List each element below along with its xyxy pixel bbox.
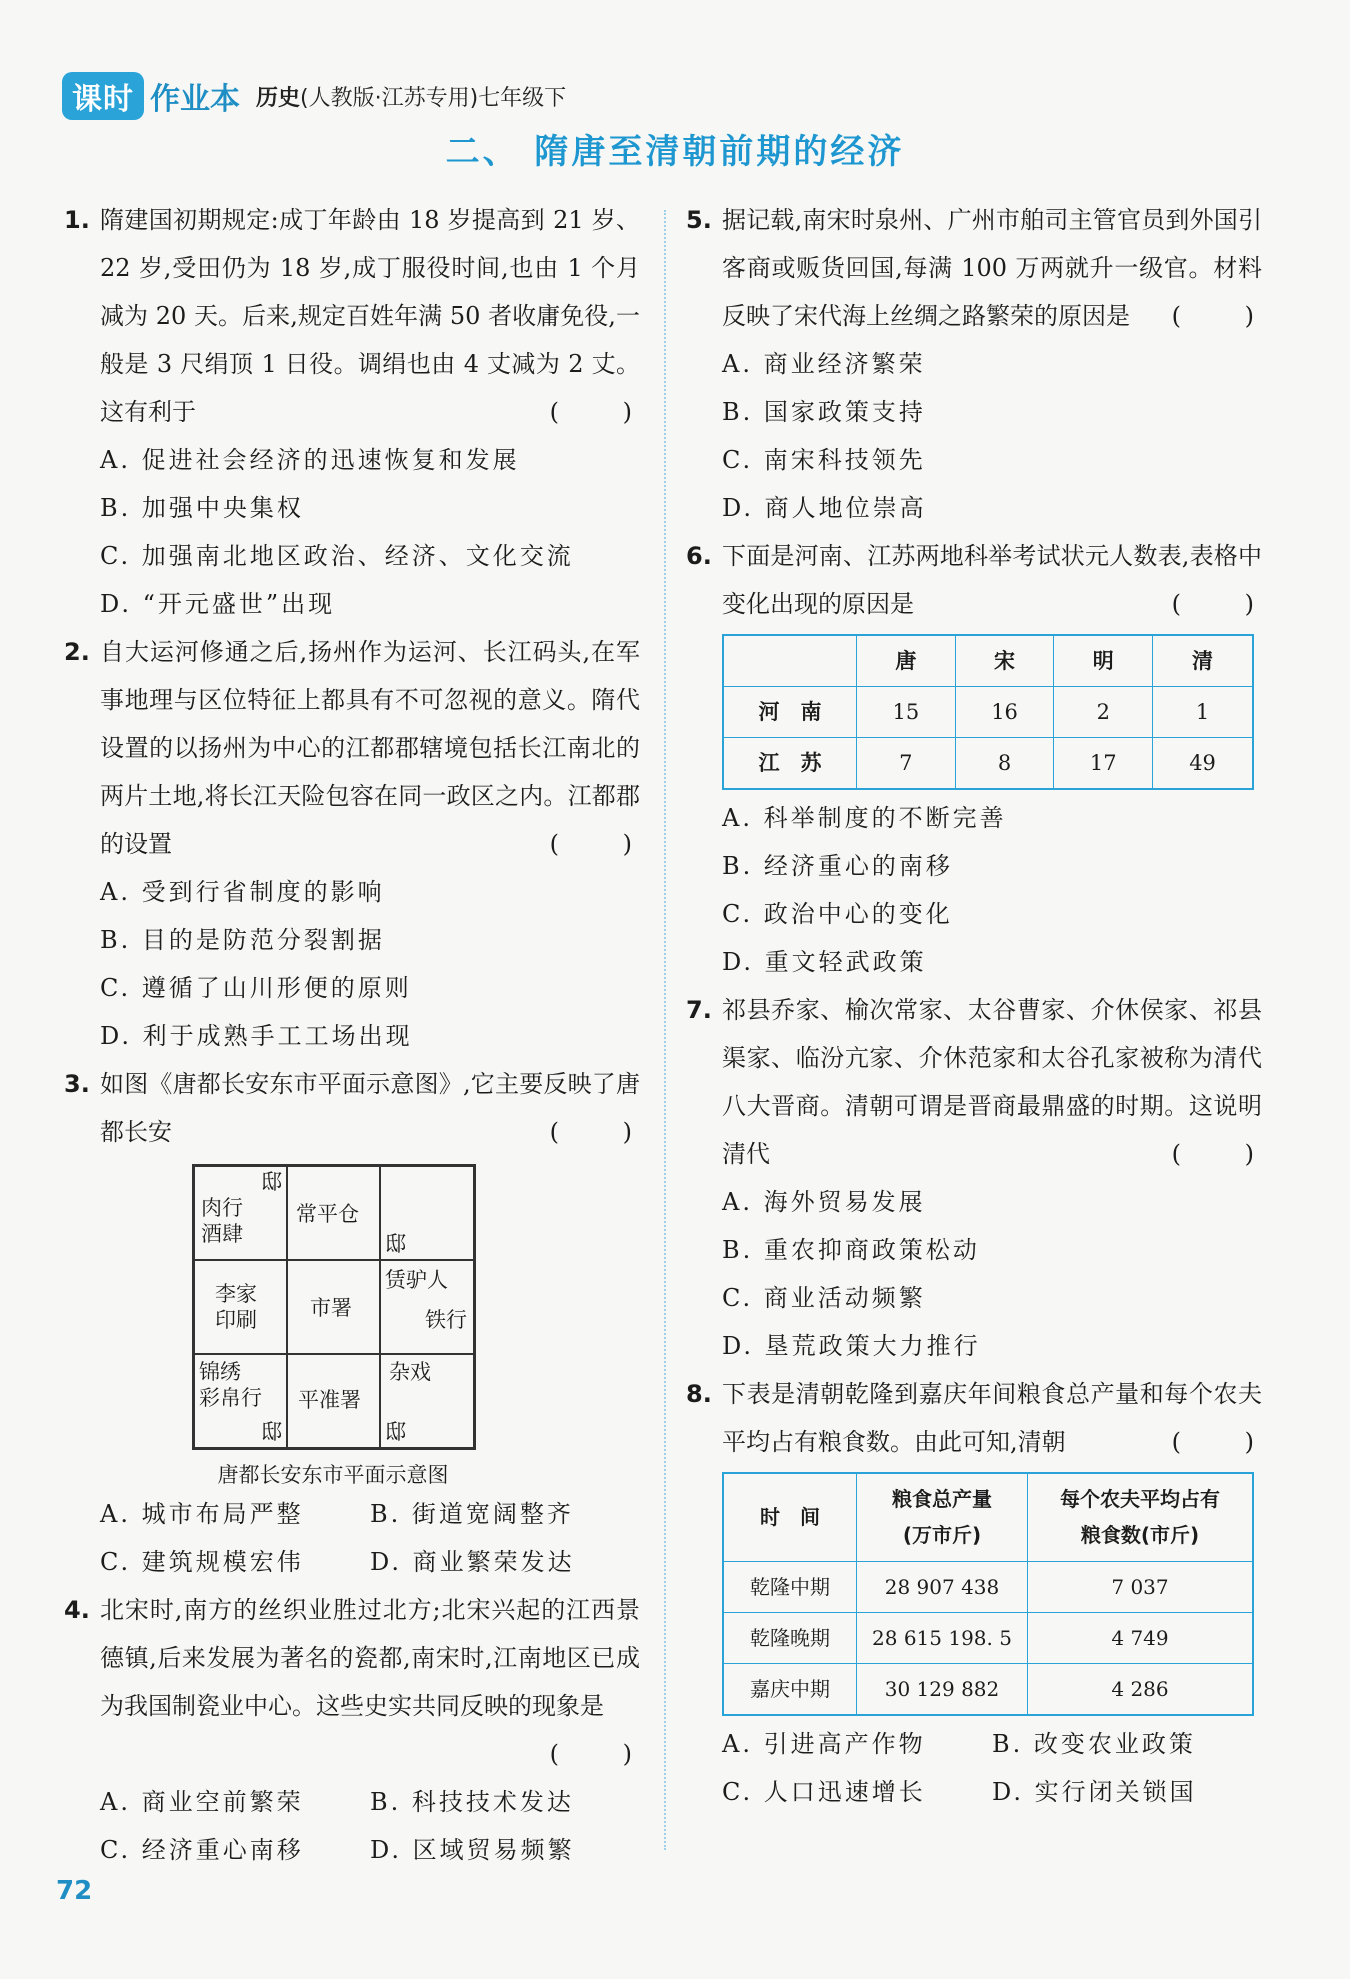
table-row (723, 738, 1253, 790)
logo-text: 作业本 (150, 82, 240, 117)
option-a[interactable]: A. 商业经济繁荣 (722, 350, 926, 378)
answer-blank: ( ) (549, 398, 660, 426)
option-a[interactable]: A. 城市布局严整 (100, 1500, 304, 1528)
map-cell-donkey-iron (380, 1260, 474, 1354)
table-header-cell: 粮食总产量 (万市斤) (857, 1473, 1028, 1561)
map-cell-silk (194, 1354, 287, 1448)
question-number: 2. (64, 638, 90, 666)
diagram-caption: 唐都长安东市平面示意图 (217, 1463, 449, 1487)
option-a[interactable]: A. 海外贸易发展 (722, 1188, 926, 1216)
table-row (723, 687, 1253, 738)
table-header-cell (723, 635, 857, 687)
map-cell-li-printing (194, 1260, 287, 1354)
question-stem: 自大运河修通之后,扬州作为运河、长江码头,在军事地理与区位特征上都具有不可忽视的意义。隋代设置的以扬州为中心的江都郡辖境包括长江南北的两片土地,将长江天险包容在同一政区之内。江都郡的设置 ( ) (100, 628, 640, 868)
option-b[interactable]: B. 国家政策支持 (722, 398, 926, 426)
question-number: 4. (64, 1596, 90, 1624)
option-c[interactable]: C. 政治中心的变化 (722, 900, 953, 928)
map-label: 市署 (310, 1296, 352, 1320)
option-d[interactable]: D. 重文轻武政策 (722, 948, 927, 976)
logo-badge: 课时 (62, 72, 144, 120)
table-row (723, 1663, 1253, 1715)
option-d[interactable]: D. “开元盛世”出现 (100, 590, 336, 618)
row-label: 嘉庆中期 (723, 1663, 857, 1715)
table-header-cell: 时 间 (723, 1473, 857, 1561)
answer-blank: ( ) (1171, 1428, 1282, 1456)
table-cell: 16 (955, 687, 1054, 738)
option-a[interactable]: A. 受到行省制度的影响 (100, 878, 385, 906)
table-cell: 28 907 438 (857, 1561, 1028, 1612)
subject-edition: (人教版·江苏专用)七年级下 (300, 85, 567, 111)
grain-table (722, 1472, 1254, 1716)
question-stem: 祁县乔家、榆次常家、太谷曹家、介休侯家、祁县渠家、临汾亢家、介休范家和太谷孔家被称为清代八大晋商。清朝可谓是晋商最鼎盛的时期。这说明清代 ( ) (722, 986, 1262, 1178)
table-cell: 30 129 882 (857, 1663, 1028, 1715)
table-header-cell: 唐 (857, 635, 956, 687)
table-cell: 8 (955, 738, 1054, 790)
answer-blank: ( ) (549, 1740, 660, 1768)
map-label: 常平仓 (296, 1202, 359, 1226)
map-label-di: 邸 (261, 1420, 282, 1444)
right-column (686, 196, 1282, 1816)
table-header-cell: 每个农夫平均占有 粮食数(市斤) (1028, 1473, 1254, 1561)
left-column (64, 196, 660, 1874)
question-stem: 下面是河南、江苏两地科举考试状元人数表,表格中变化出现的原因是 ( ) (722, 532, 1262, 628)
option-b[interactable]: B. 街道宽阔整齐 (370, 1500, 574, 1528)
table-cell: 17 (1054, 738, 1153, 790)
table-header-cell: 宋 (955, 635, 1054, 687)
question-number: 8. (686, 1380, 712, 1408)
zhuangyuan-table (722, 634, 1254, 790)
table-row (723, 1561, 1253, 1612)
question-3 (64, 1060, 660, 1586)
option-d[interactable]: D. 商业繁荣发达 (370, 1548, 575, 1576)
table-cell: 49 (1153, 738, 1253, 790)
map-label: 赁驴人 (385, 1268, 448, 1292)
answer-blank: ( ) (549, 830, 660, 858)
option-c[interactable]: C. 商业活动频繁 (722, 1284, 926, 1312)
subject-line (256, 81, 566, 112)
question-7 (686, 986, 1282, 1370)
answer-blank: ( ) (549, 1118, 660, 1146)
table-cell: 4 749 (1028, 1612, 1254, 1663)
map-label-di: 邸 (385, 1232, 406, 1256)
table-row (723, 1612, 1253, 1663)
row-label: 乾隆晚期 (723, 1612, 857, 1663)
table-cell: 28 615 198. 5 (857, 1612, 1028, 1663)
map-label-di: 邸 (385, 1420, 406, 1444)
row-label: 河 南 (723, 687, 857, 738)
question-2 (64, 628, 660, 1060)
table-cell: 15 (857, 687, 956, 738)
option-c[interactable]: C. 遵循了山川形便的原则 (100, 974, 412, 1002)
option-c[interactable]: C. 建筑规模宏伟 (100, 1548, 304, 1576)
map-label: 李家 印刷 (215, 1282, 257, 1332)
option-a[interactable]: A. 促进社会经济的迅速恢复和发展 (100, 446, 520, 474)
table-header-cell: 明 (1054, 635, 1153, 687)
map-label-di: 邸 (261, 1170, 282, 1194)
section-title: 二、 隋唐至清朝前期的经济 (445, 132, 905, 172)
map-label: 平准署 (298, 1388, 361, 1412)
header (62, 72, 566, 120)
question-stem: 据记载,南宋时泉州、广州市舶司主管官员到外国引客商或贩货回国,每满 100 万两就升一级官。材料反映了宋代海上丝绸之路繁荣的原因是 ( ) (722, 196, 1262, 340)
question-number: 1. (64, 206, 90, 234)
option-b[interactable]: B. 目的是防范分裂割据 (100, 926, 385, 954)
question-5 (686, 196, 1282, 532)
option-c[interactable]: C. 人口迅速增长 (722, 1777, 926, 1806)
question-8 (686, 1370, 1282, 1816)
question-number: 5. (686, 206, 712, 234)
answer-blank: ( ) (1171, 590, 1282, 618)
option-d[interactable]: D. 商人地位崇高 (722, 494, 927, 522)
option-d[interactable]: D. 区域贸易频繁 (370, 1836, 575, 1864)
map-label: 铁行 (425, 1308, 467, 1332)
answer-blank: ( ) (1171, 1140, 1282, 1168)
table-cell: 2 (1054, 687, 1153, 738)
map-label: 肉行 酒肆 (201, 1196, 243, 1246)
option-b[interactable]: B. 改变农业政策 (992, 1729, 1196, 1758)
table-cell: 7 (857, 738, 956, 790)
table-cell: 1 (1153, 687, 1253, 738)
option-b[interactable]: B. 科技技术发达 (370, 1788, 574, 1816)
question-stem: 下表是清朝乾隆到嘉庆年间粮食总产量和每个农夫平均占有粮食数。由此可知,清朝 ( ) (722, 1370, 1262, 1466)
map-cell-pingzhun (287, 1354, 380, 1448)
option-b[interactable]: B. 重农抑商政策松动 (722, 1236, 980, 1264)
map-cell-market-office (287, 1260, 380, 1354)
option-d[interactable]: D. 实行闭关锁国 (992, 1777, 1197, 1806)
table-cell: 7 037 (1028, 1561, 1254, 1612)
option-b[interactable]: B. 经济重心的南移 (722, 852, 953, 880)
map-label: 杂戏 (389, 1360, 431, 1384)
subject-name: 历史 (256, 85, 301, 111)
question-4 (64, 1586, 660, 1874)
row-label: 乾隆中期 (723, 1561, 857, 1612)
option-b[interactable]: B. 加强中央集权 (100, 494, 304, 522)
option-a[interactable]: A. 引进高产作物 (722, 1729, 926, 1758)
option-c[interactable]: C. 加强南北地区政治、经济、文化交流 (100, 542, 574, 570)
question-stem: 北宋时,南方的丝织业胜过北方;北宋兴起的江西景德镇,后来发展为著名的瓷都,南宋时,江南地区已成为我国制瓷业中心。这些史实共同反映的现象是 ( ) (100, 1586, 640, 1778)
question-stem: 如图《唐都长安东市平面示意图》,它主要反映了唐都长安 ( ) (100, 1060, 640, 1156)
map-cell-granary (287, 1166, 380, 1260)
row-label: 江 苏 (723, 738, 857, 790)
column-divider (664, 210, 666, 1850)
option-a[interactable]: A. 商业空前繁荣 (100, 1788, 304, 1816)
map-label: 锦绣 彩帛行 (199, 1360, 262, 1410)
question-6 (686, 532, 1282, 986)
map-cell-acrobatics (380, 1354, 474, 1448)
question-1 (64, 196, 660, 628)
option-c[interactable]: C. 经济重心南移 (100, 1836, 304, 1864)
map-cell-meat-wine (194, 1166, 287, 1260)
option-d[interactable]: D. 利于成熟手工工场出现 (100, 1022, 413, 1050)
answer-blank: ( ) (1171, 302, 1282, 330)
question-number: 3. (64, 1070, 90, 1098)
question-number: 7. (686, 996, 712, 1024)
table-header-cell: 清 (1153, 635, 1253, 687)
question-number: 6. (686, 542, 712, 570)
east-market-diagram (192, 1164, 474, 1490)
option-a[interactable]: A. 科举制度的不断完善 (722, 804, 1007, 832)
map-cell-di-1 (380, 1166, 474, 1260)
option-c[interactable]: C. 南宋科技领先 (722, 446, 926, 474)
page-number: 72 (56, 1876, 93, 1906)
question-stem: 隋建国初期规定:成丁年龄由 18 岁提高到 21 岁、22 岁,受田仍为 18 岁,成丁服役时间,也由 1 个月减为 20 天。后来,规定百姓年满 50 者收庸免役,一般是 3 尺绢顶 1 日役。调绢也由 4 丈减为 2 丈。这有利于 ( ) (100, 196, 640, 436)
option-d[interactable]: D. 垦荒政策大力推行 (722, 1332, 981, 1360)
table-cell: 4 286 (1028, 1663, 1254, 1715)
